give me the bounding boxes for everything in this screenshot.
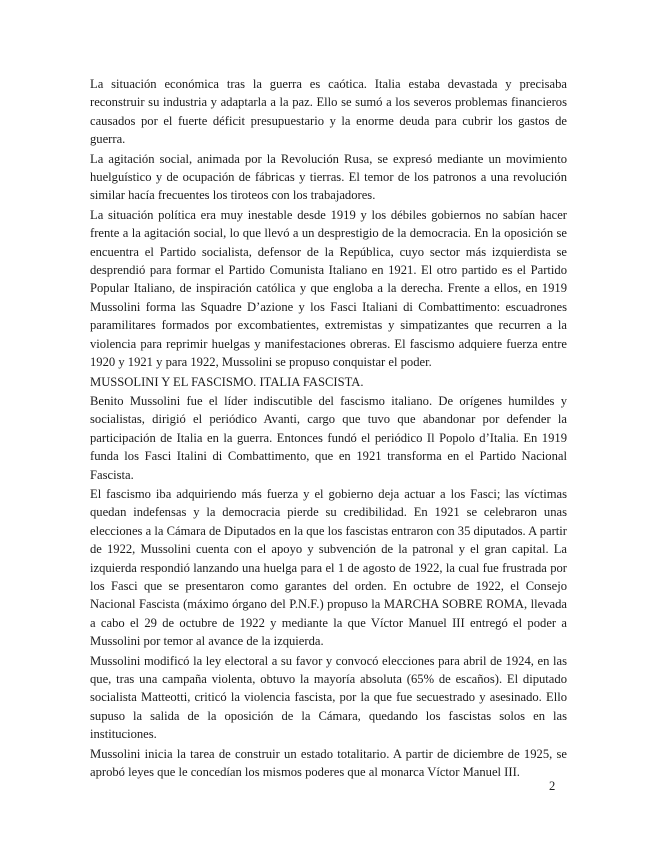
paragraph-totalitarian-state: Mussolini inicia la tarea de construir un estado totalitario. A partir de diciembre de 1925, se aprobó leyes que le concedían los mismos poderes que al monarca Víctor Manuel III. [90, 746, 567, 780]
paragraph-political-situation: La situación política era muy inestable desde 1919 y los débiles gobiernos no sabían hacer frente a la agitación social, lo que llevó a un desprestigio de la democracia. En la oposición se encuentra el Partido socialista, defensor de la República, cuyo sector más izquierdista se desprendió para formar el Partido Comunista Italiano en 1921. El otro partido es el Partido Popular Italiano, de inspiración católica y que engloba a la derecha. Frente a ellos, en 1919 Mussolini forma las Squadre D’azione y los Fasci Italiani di Combattimento: escuadrones paramilitares formados por excombatientes, extremistas y simpatizantes que recurren a la violencia para reprimir huelgas y manifestaciones obreras. El fascismo adquiere fuerza entre 1920 y 1921 y para 1922, Mussolini se propuso conquistar el poder. [90, 207, 567, 370]
document-body [90, 75, 567, 782]
paragraph-economic-situation: La situación económica tras la guerra es caótica. Italia estaba devastada y precisaba reconstruir su industria y adaptarla a la paz. Ello se sumó a los severos problemas financieros causados por el fuerte déficit presupuestario y la enorme deuda para cubrir los gastos de guerra. [90, 77, 567, 147]
paragraph-fascism-gains-strength: El fascismo iba adquiriendo más fuerza y el gobierno deja actuar a los Fasci; las víctimas quedan indefensas y la democracia pierde su credibilidad. En 1921 se celebraron unas elecciones a la Cámara de Diputados en la que los fascistas entraron con 35 diputados. A partir de 1922, Mussolini cuenta con el apoyo y subvención de la patronal y el gran capital. La izquierda respondió lanzando una huelga para el 1 de agosto de 1922, la cual fue frustrada por los Fasci que se presentaron como garantes del orden. En octubre de 1922, el Consejo Nacional Fascista (máximo órgano del P.N.F.) propuso la MARCHA SOBRE ROMA, llevada a cabo el 29 de octubre de 1922 y mediante la que Víctor Manuel III entregó el poder a Mussolini por temor al avance de la izquierda. [90, 486, 567, 649]
paragraph-benito-mussolini: Benito Mussolini fue el líder indiscutible del fascismo italiano. De orígenes humildes y socialistas, dirigió el periódico Avanti, cargo que tuvo que abandonar por defender la participación de Italia en la guerra. Entonces fundó el periódico Il Popolo d’Italia. En 1919 funda los Fasci Italini di Combattimento, que en 1921 transforma en el Partido Nacional Fascista. [90, 393, 567, 482]
page-number: 2 [549, 779, 556, 793]
paragraph-electoral-law: Mussolini modificó la ley electoral a su favor y convocó elecciones para abril de 1924, en las que, tras una campaña violenta, obtuvo la mayoría absoluta (65% de escaños). El diputado socialista Matteotti, criticó la violencia fascista, por la que fue secuestrado y asesinado. Ello supuso la salida de la oposición de la Cámara, quedando los fascistas solos en las instituciones. [90, 653, 567, 742]
section-heading: MUSSOLINI Y EL FASCISMO. ITALIA FASCISTA. [90, 374, 364, 389]
paragraph-social-agitation: La agitación social, animada por la Revolución Rusa, se expresó mediante un movimiento huelguístico y de ocupación de fábricas y tierras. El temor de los patronos a una revolución similar hacía frecuentes los tiroteos con los trabajadores. [90, 151, 567, 203]
